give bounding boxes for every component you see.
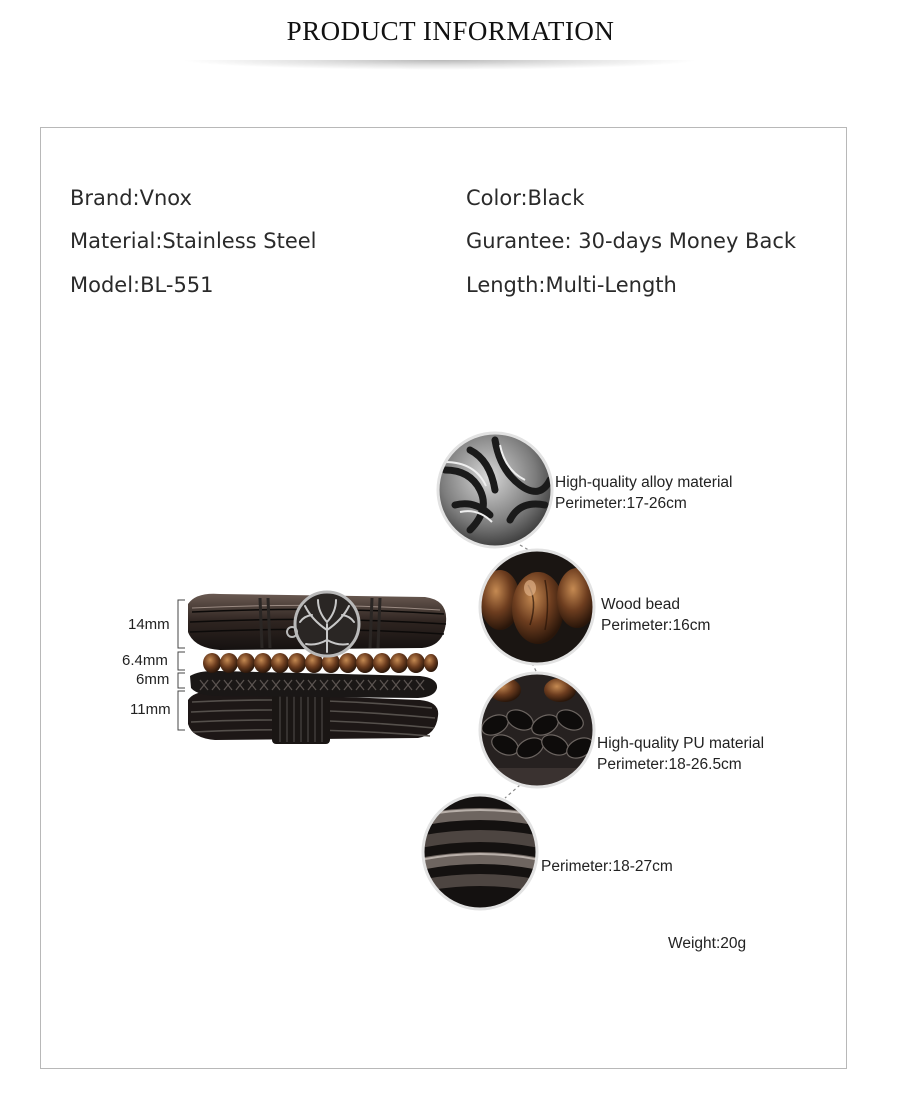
weight-label: Weight:20g [668,935,747,952]
page-title: PRODUCT INFORMATION [286,16,615,46]
callout-leather [541,856,673,877]
callout-leather-perimeter: Perimeter:18-27cm [541,858,673,875]
spec-material: Material:Stainless Steel [70,229,317,253]
spec-guarantee: Gurantee: 30-days Money Back [466,229,797,253]
callout-wood-perimeter: Perimeter:16cm [601,617,711,634]
callout-wood-material: Wood bead [601,596,680,613]
dimension-label-6mm: 6mm [136,671,170,688]
callout-alloy-material: High-quality alloy material [555,474,733,491]
callout-pu-perimeter: Perimeter:18-26.5cm [597,756,742,773]
callout-alloy [555,472,732,514]
dimension-label-6-4mm: 6.4mm [122,652,168,669]
callout-alloy-perimeter: Perimeter:17-26cm [555,495,687,512]
dimension-label-14mm: 14mm [128,616,170,633]
callout-pu [597,733,764,775]
alloy-detail-circle [430,425,560,555]
leather-detail-circle [420,792,540,912]
dimension-label-11mm: 11mm [130,701,171,718]
callout-pu-material: High-quality PU material [597,735,765,752]
spec-length: Length:Multi-Length [466,273,677,297]
spec-brand: Brand:Vnox [70,186,192,210]
bracelet-stack [188,592,446,744]
spec-model: Model:BL-551 [70,273,214,297]
callout-wood [601,594,710,636]
spec-color: Color:Black [466,186,585,210]
dimension-brackets [178,600,185,730]
